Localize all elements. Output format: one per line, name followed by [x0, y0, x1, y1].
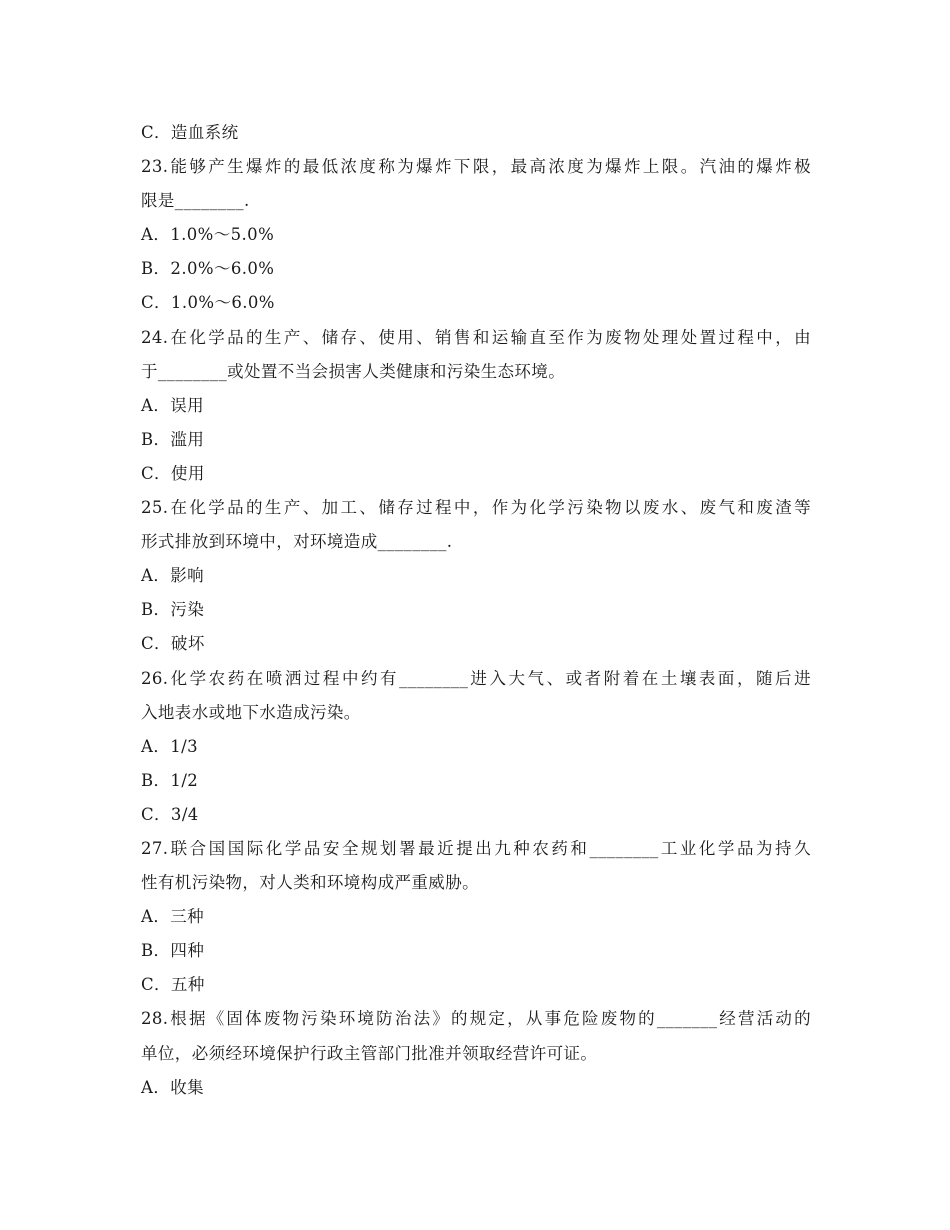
question-25-option-b: B．污染 — [141, 600, 205, 620]
question-23-line-2: 限是________. — [141, 191, 250, 211]
question-24-option-c: C．使用 — [141, 463, 205, 483]
question-27-line-2: 性有机污染物，对人类和环境构成严重威胁。 — [141, 873, 479, 893]
question-23-option-a: A．1.0%～5.0% — [141, 225, 275, 245]
question-23-option-c: C．1.0%～6.0% — [141, 293, 275, 313]
question-28-line-2: 单位，必须经环境保护行政主管部门批准并领取经营许可证。 — [141, 1043, 598, 1063]
question-28-option-a: A．收集 — [141, 1077, 205, 1097]
question-24-option-b: B．滥用 — [141, 429, 205, 449]
question-24-line-1: 24.在化学品的生产、储存、使用、销售和运输直至作为废物处理处置过程中，由 — [141, 327, 811, 347]
question-23-option-b: B．2.0%～6.0% — [141, 259, 275, 279]
question-25-option-a: A．影响 — [141, 566, 205, 586]
question-28-line-1: 28.根据《固体废物污染环境防治法》的规定，从事危险废物的_______经营活动的 — [141, 1009, 811, 1029]
question-25-line-1: 25.在化学品的生产、加工、储存过程中，作为化学污染物以废水、废气和废渣等 — [141, 498, 811, 518]
question-26-option-c: C．3/4 — [141, 804, 199, 824]
question-23-line-1: 23.能够产生爆炸的最低浓度称为爆炸下限，最高浓度为爆炸上限。汽油的爆炸极 — [141, 157, 811, 177]
document-page — [141, 116, 811, 1105]
question-24-line-2: 于________或处置不当会损害人类健康和污染生态环境。 — [141, 361, 566, 381]
option-c-hematopoietic: C．造血系统 — [141, 123, 239, 142]
question-27-option-a: A．三种 — [141, 907, 205, 927]
question-26-option-a: A．1/3 — [141, 736, 198, 756]
question-27-option-c: C．五种 — [141, 975, 205, 995]
question-26-line-1: 26.化学农药在喷洒过程中约有________进入大气、或者附着在土壤表面，随后进 — [141, 668, 811, 688]
question-26-line-2: 入地表水或地下水造成污染。 — [141, 702, 361, 722]
question-27-line-1: 27.联合国国际化学品安全规划署最近提出九种农药和________工业化学品为持久 — [141, 838, 811, 858]
question-27-option-b: B．四种 — [141, 941, 205, 961]
question-25-line-2: 形式排放到环境中，对环境造成________. — [141, 532, 453, 552]
question-25-option-c: C．破坏 — [141, 634, 205, 654]
question-24-option-a: A．误用 — [141, 395, 205, 415]
question-26-option-b: B．1/2 — [141, 770, 199, 790]
